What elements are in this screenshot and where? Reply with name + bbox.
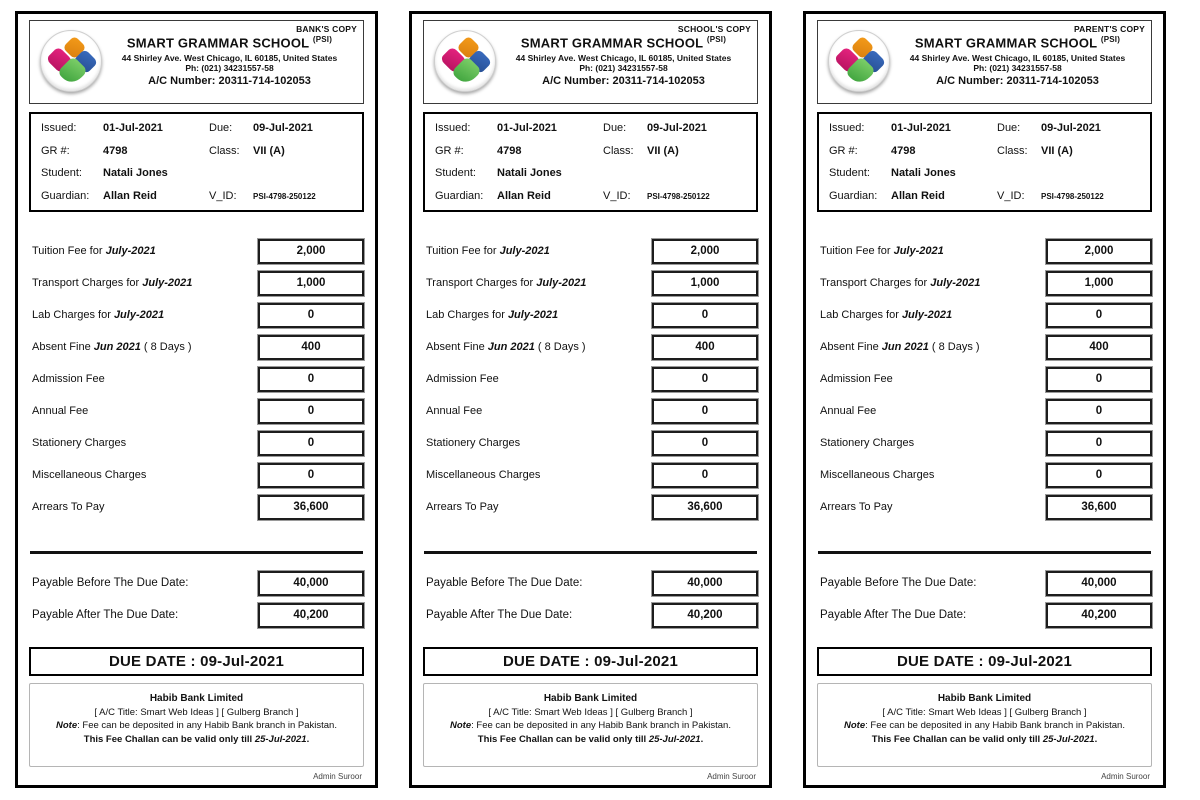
validity-text: This Fee Challan can be valid only till <box>83 733 255 745</box>
student-name: Natali Jones <box>891 167 956 179</box>
fee-amount-box: 0 <box>258 303 364 328</box>
fee-row-annual <box>29 399 364 424</box>
fee-row-transport <box>29 271 364 296</box>
student-info-box <box>817 112 1152 212</box>
bank-account-title: [ A/C Title: Smart Web Ideas ] [ Gulberg Branch ] <box>882 707 1087 719</box>
class-label: Class: <box>997 144 1028 157</box>
due-date-banner: DUE DATE : 09-Jul-2021 <box>817 647 1152 677</box>
fee-row-miscellaneous <box>817 463 1152 488</box>
vid-label: V_ID: <box>997 189 1025 202</box>
fee-label-text: Transport Charges for <box>426 277 537 289</box>
fee-row-stationery <box>817 431 1152 456</box>
fee-label <box>29 469 146 481</box>
bank-account-title: [ A/C Title: Smart Web Ideas ] [ Gulberg Branch ] <box>94 707 299 719</box>
payable-before-label: Payable Before The Due Date: <box>820 577 977 589</box>
fee-label <box>29 277 192 289</box>
student-name: Natali Jones <box>497 167 562 179</box>
fee-amount-box: 0 <box>652 303 758 328</box>
fee-label-suffix: ( 8 Days ) <box>140 341 192 353</box>
validity-text: This Fee Challan can be valid only till <box>477 733 649 745</box>
fee-row-transport <box>817 271 1152 296</box>
voucher-id: PSI-4798-250122 <box>647 191 710 201</box>
gr-label: GR #: <box>41 144 70 157</box>
fee-label-text: Tuition Fee for <box>32 245 106 257</box>
validity-line <box>36 733 357 746</box>
fee-amount-box: 36,600 <box>258 495 364 520</box>
admin-signature: Admin Suroor <box>313 772 362 781</box>
school-name-text: SMART GRAMMAR SCHOOL <box>126 35 310 51</box>
fee-amount-box: 400 <box>652 335 758 360</box>
fee-row-arrears <box>423 495 758 520</box>
payable-before-amount: 40,000 <box>1046 571 1152 596</box>
payable-after-amount: 40,200 <box>258 603 364 628</box>
fee-amount-box: 0 <box>1046 431 1152 456</box>
student-name: Natali Jones <box>103 167 168 179</box>
school-logo-icon <box>434 30 496 92</box>
validity-text: This Fee Challan can be valid only till <box>871 733 1043 745</box>
fee-label <box>29 437 126 449</box>
fee-amount-box: 0 <box>652 431 758 456</box>
fee-label-text: Admission Fee <box>820 373 893 385</box>
deposit-note <box>36 719 357 732</box>
issued-label: Issued: <box>435 122 471 134</box>
note-text: : Fee can be deposited in any Habib Bank branch in Pakistan. <box>865 720 1125 732</box>
class-value: VII (A) <box>647 144 679 157</box>
fee-label-month: July-2021 <box>113 309 165 321</box>
fee-amount-box: 0 <box>1046 367 1152 392</box>
school-name-suffix: (PSI) <box>706 35 727 45</box>
school-name <box>890 35 1145 52</box>
fee-label <box>423 437 520 449</box>
fee-items-section <box>817 239 1152 527</box>
totals-divider <box>818 551 1151 554</box>
note-label: Note <box>844 720 866 732</box>
due-date: 09-Jul-2021 <box>253 122 313 134</box>
school-phone: Ph: (021) 34231557-58 <box>973 63 1062 74</box>
fee-label-text: Lab Charges for <box>426 309 508 321</box>
fee-label-month: July-2021 <box>536 277 587 289</box>
school-logo-icon <box>40 30 102 92</box>
school-header-text <box>890 33 1145 89</box>
guardian-name: Allan Reid <box>497 189 551 202</box>
fee-label <box>29 501 105 513</box>
fee-label-text: Absent Fine <box>426 341 488 353</box>
fee-label-month: Jun 2021 <box>93 341 141 353</box>
gr-number: 4798 <box>103 144 128 157</box>
fee-amount-box: 2,000 <box>258 239 364 264</box>
gr-label: GR #: <box>435 144 464 157</box>
fee-amount-box: 36,600 <box>652 495 758 520</box>
fee-label <box>423 469 540 481</box>
fee-amount-box: 0 <box>652 463 758 488</box>
totals-section <box>29 571 364 635</box>
fee-row-absent-fine <box>817 335 1152 360</box>
fee-row-miscellaneous <box>29 463 364 488</box>
validity-suffix: . <box>306 733 310 745</box>
bank-name: Habib Bank Limited <box>149 693 244 705</box>
fee-items-section <box>423 239 758 527</box>
fee-label-suffix: ( 8 Days ) <box>928 341 980 353</box>
totals-divider <box>30 551 363 554</box>
gr-number: 4798 <box>891 144 916 157</box>
fee-label-month: July-2021 <box>499 245 550 257</box>
school-name <box>102 35 357 52</box>
copy-label: BANK'S COPY <box>296 24 357 34</box>
student-label: Student: <box>435 167 476 179</box>
bank-footer <box>29 683 364 767</box>
fee-label-text: Transport Charges for <box>32 277 143 289</box>
fee-row-transport <box>423 271 758 296</box>
school-address: 44 Shirley Ave. West Chicago, IL 60185, United States <box>515 52 732 63</box>
fee-row-stationery <box>29 431 364 456</box>
school-header-text <box>496 33 751 89</box>
student-label: Student: <box>41 167 82 179</box>
fee-amount-box: 1,000 <box>1046 271 1152 296</box>
guardian-label: Guardian: <box>41 189 90 202</box>
student-info-box <box>423 112 758 212</box>
fee-challan <box>15 11 378 788</box>
fee-label <box>423 501 499 513</box>
fee-label-text: Arrears To Pay <box>32 501 105 513</box>
fee-label <box>423 309 558 321</box>
fee-label <box>817 405 876 417</box>
payable-after-label: Payable After The Due Date: <box>820 609 967 621</box>
admin-signature: Admin Suroor <box>1101 772 1150 781</box>
fee-label <box>29 341 192 353</box>
deposit-note <box>824 719 1145 732</box>
admin-signature: Admin Suroor <box>707 772 756 781</box>
fee-label <box>817 437 914 449</box>
fee-label-text: Arrears To Pay <box>426 501 499 513</box>
school-header-text <box>102 33 357 89</box>
fee-label <box>817 277 980 289</box>
fee-label-text: Transport Charges for <box>820 277 931 289</box>
school-name-text: SMART GRAMMAR SCHOOL <box>520 35 704 51</box>
fee-label-month: July-2021 <box>142 277 193 289</box>
payable-after-row <box>423 603 758 628</box>
fee-row-tuition <box>423 239 758 264</box>
school-name-suffix: (PSI) <box>1100 35 1121 45</box>
fee-amount-box: 400 <box>1046 335 1152 360</box>
school-name-text: SMART GRAMMAR SCHOOL <box>914 35 1098 51</box>
fee-row-lab <box>29 303 364 328</box>
totals-section <box>423 571 758 635</box>
fee-label-text: Admission Fee <box>32 373 105 385</box>
fee-row-annual <box>817 399 1152 424</box>
payable-after-label: Payable After The Due Date: <box>32 609 179 621</box>
fee-label-text: Stationery Charges <box>32 437 127 449</box>
fee-label-text: Absent Fine <box>32 341 94 353</box>
fee-label-month: July-2021 <box>901 309 953 321</box>
fee-row-admission <box>817 367 1152 392</box>
fee-amount-box: 1,000 <box>652 271 758 296</box>
fee-amount-box: 0 <box>258 367 364 392</box>
vid-label: V_ID: <box>209 189 237 202</box>
copy-label: SCHOOL'S COPY <box>677 24 751 34</box>
fee-label-text: Miscellaneous Charges <box>820 469 935 481</box>
guardian-label: Guardian: <box>829 189 878 202</box>
copy-label: PARENT'S COPY <box>1073 24 1145 34</box>
issued-label: Issued: <box>41 122 77 134</box>
fee-label <box>817 469 934 481</box>
fee-amount-box: 0 <box>652 367 758 392</box>
fee-label <box>29 309 164 321</box>
fee-label-month: July-2021 <box>930 277 981 289</box>
fee-row-admission <box>29 367 364 392</box>
fee-amount-box: 1,000 <box>258 271 364 296</box>
fee-label-text: Annual Fee <box>32 405 89 417</box>
fee-label <box>29 245 156 257</box>
school-phone: Ph: (021) 34231557-58 <box>579 63 668 74</box>
fee-amount-box: 2,000 <box>1046 239 1152 264</box>
fee-row-arrears <box>29 495 364 520</box>
fee-amount-box: 0 <box>258 399 364 424</box>
school-account-number: A/C Number: 20311-714-102053 <box>148 75 311 88</box>
note-text: : Fee can be deposited in any Habib Bank branch in Pakistan. <box>471 720 731 732</box>
totals-divider <box>424 551 757 554</box>
due-date: 09-Jul-2021 <box>1041 122 1101 134</box>
fee-amount-box: 0 <box>1046 463 1152 488</box>
payable-before-row <box>29 571 364 596</box>
issued-label: Issued: <box>829 122 865 134</box>
guardian-name: Allan Reid <box>891 189 945 202</box>
voucher-id: PSI-4798-250122 <box>1041 191 1104 201</box>
payable-before-label: Payable Before The Due Date: <box>426 577 583 589</box>
fee-amount-box: 400 <box>258 335 364 360</box>
fee-label-text: Stationery Charges <box>820 437 915 449</box>
fee-challan <box>409 11 772 788</box>
fee-label <box>423 373 499 385</box>
due-date-banner: DUE DATE : 09-Jul-2021 <box>423 647 758 677</box>
fee-items-section <box>29 239 364 527</box>
bank-footer <box>423 683 758 767</box>
fee-row-arrears <box>817 495 1152 520</box>
payable-after-row <box>29 603 364 628</box>
payable-before-row <box>817 571 1152 596</box>
fee-label <box>817 373 893 385</box>
fee-label <box>29 405 88 417</box>
fee-label <box>423 277 586 289</box>
payable-before-amount: 40,000 <box>258 571 364 596</box>
school-account-number: A/C Number: 20311-714-102053 <box>936 75 1099 88</box>
fee-label-text: Tuition Fee for <box>820 245 894 257</box>
due-date-banner: DUE DATE : 09-Jul-2021 <box>29 647 364 677</box>
note-text: : Fee can be deposited in any Habib Bank branch in Pakistan. <box>77 720 337 732</box>
fee-label <box>817 501 893 513</box>
fee-row-admission <box>423 367 758 392</box>
guardian-label: Guardian: <box>435 189 484 202</box>
fee-amount-box: 0 <box>258 463 364 488</box>
guardian-name: Allan Reid <box>103 189 157 202</box>
class-value: VII (A) <box>253 144 285 157</box>
challan-header <box>423 20 758 104</box>
student-info-box <box>29 112 364 212</box>
fee-label <box>817 309 952 321</box>
school-name <box>496 35 751 52</box>
note-label: Note <box>56 720 78 732</box>
fee-amount-box: 2,000 <box>652 239 758 264</box>
fee-label-text: Arrears To Pay <box>820 501 893 513</box>
due-label: Due: <box>603 122 627 134</box>
vid-label: V_ID: <box>603 189 631 202</box>
fee-row-absent-fine <box>29 335 364 360</box>
issued-date: 01-Jul-2021 <box>891 122 951 134</box>
fee-row-miscellaneous <box>423 463 758 488</box>
fee-label <box>817 245 944 257</box>
fee-row-tuition <box>817 239 1152 264</box>
gr-label: GR #: <box>829 144 858 157</box>
validity-date: 25-Jul-2021 <box>648 733 701 745</box>
fee-label <box>423 405 482 417</box>
validity-date: 25-Jul-2021 <box>254 733 307 745</box>
validity-suffix: . <box>700 733 704 745</box>
bank-account-title: [ A/C Title: Smart Web Ideas ] [ Gulberg Branch ] <box>488 707 693 719</box>
school-name-suffix: (PSI) <box>312 35 333 45</box>
school-account-number: A/C Number: 20311-714-102053 <box>542 75 705 88</box>
fee-row-annual <box>423 399 758 424</box>
fee-label-text: Lab Charges for <box>32 309 114 321</box>
due-label: Due: <box>209 122 233 134</box>
due-date: 09-Jul-2021 <box>647 122 707 134</box>
class-label: Class: <box>209 144 240 157</box>
note-label: Note <box>450 720 472 732</box>
fee-label <box>423 245 550 257</box>
fee-label-text: Lab Charges for <box>820 309 902 321</box>
class-value: VII (A) <box>1041 144 1073 157</box>
school-address: 44 Shirley Ave. West Chicago, IL 60185, United States <box>909 52 1126 63</box>
fee-amount-box: 0 <box>1046 399 1152 424</box>
fee-label-month: July-2021 <box>507 309 559 321</box>
fee-amount-box: 0 <box>652 399 758 424</box>
validity-line <box>430 733 751 746</box>
payable-after-amount: 40,200 <box>652 603 758 628</box>
fee-row-absent-fine <box>423 335 758 360</box>
deposit-note <box>430 719 751 732</box>
bank-name: Habib Bank Limited <box>937 693 1032 705</box>
fee-row-tuition <box>29 239 364 264</box>
validity-line <box>824 733 1145 746</box>
fee-label-text: Admission Fee <box>426 373 499 385</box>
payable-before-amount: 40,000 <box>652 571 758 596</box>
fee-label-text: Annual Fee <box>820 405 877 417</box>
fee-label-month: Jun 2021 <box>487 341 535 353</box>
fee-label <box>29 373 105 385</box>
fee-row-lab <box>423 303 758 328</box>
fee-row-stationery <box>423 431 758 456</box>
voucher-id: PSI-4798-250122 <box>253 191 316 201</box>
fee-label-month: Jun 2021 <box>881 341 929 353</box>
fee-label-month: July-2021 <box>893 245 944 257</box>
payable-after-amount: 40,200 <box>1046 603 1152 628</box>
validity-suffix: . <box>1094 733 1098 745</box>
school-phone: Ph: (021) 34231557-58 <box>185 63 274 74</box>
challan-header <box>817 20 1152 104</box>
school-logo-icon <box>828 30 890 92</box>
payable-before-label: Payable Before The Due Date: <box>32 577 189 589</box>
issued-date: 01-Jul-2021 <box>497 122 557 134</box>
payable-after-row <box>817 603 1152 628</box>
fee-label-text: Miscellaneous Charges <box>426 469 541 481</box>
payable-before-row <box>423 571 758 596</box>
class-label: Class: <box>603 144 634 157</box>
fee-label-text: Tuition Fee for <box>426 245 500 257</box>
payable-after-label: Payable After The Due Date: <box>426 609 573 621</box>
bank-footer <box>817 683 1152 767</box>
fee-challan <box>803 11 1166 788</box>
fee-label-month: July-2021 <box>105 245 156 257</box>
fee-amount-box: 0 <box>258 431 364 456</box>
bank-name: Habib Bank Limited <box>543 693 638 705</box>
fee-label-text: Miscellaneous Charges <box>32 469 147 481</box>
issued-date: 01-Jul-2021 <box>103 122 163 134</box>
school-address: 44 Shirley Ave. West Chicago, IL 60185, United States <box>121 52 338 63</box>
due-label: Due: <box>997 122 1021 134</box>
challan-header <box>29 20 364 104</box>
fee-label-text: Absent Fine <box>820 341 882 353</box>
fee-label-text: Annual Fee <box>426 405 483 417</box>
fee-row-lab <box>817 303 1152 328</box>
gr-number: 4798 <box>497 144 522 157</box>
fee-label-suffix: ( 8 Days ) <box>534 341 586 353</box>
validity-date: 25-Jul-2021 <box>1042 733 1095 745</box>
fee-label-text: Stationery Charges <box>426 437 521 449</box>
fee-label <box>817 341 980 353</box>
totals-section <box>817 571 1152 635</box>
fee-amount-box: 36,600 <box>1046 495 1152 520</box>
fee-label <box>423 341 586 353</box>
fee-amount-box: 0 <box>1046 303 1152 328</box>
student-label: Student: <box>829 167 870 179</box>
